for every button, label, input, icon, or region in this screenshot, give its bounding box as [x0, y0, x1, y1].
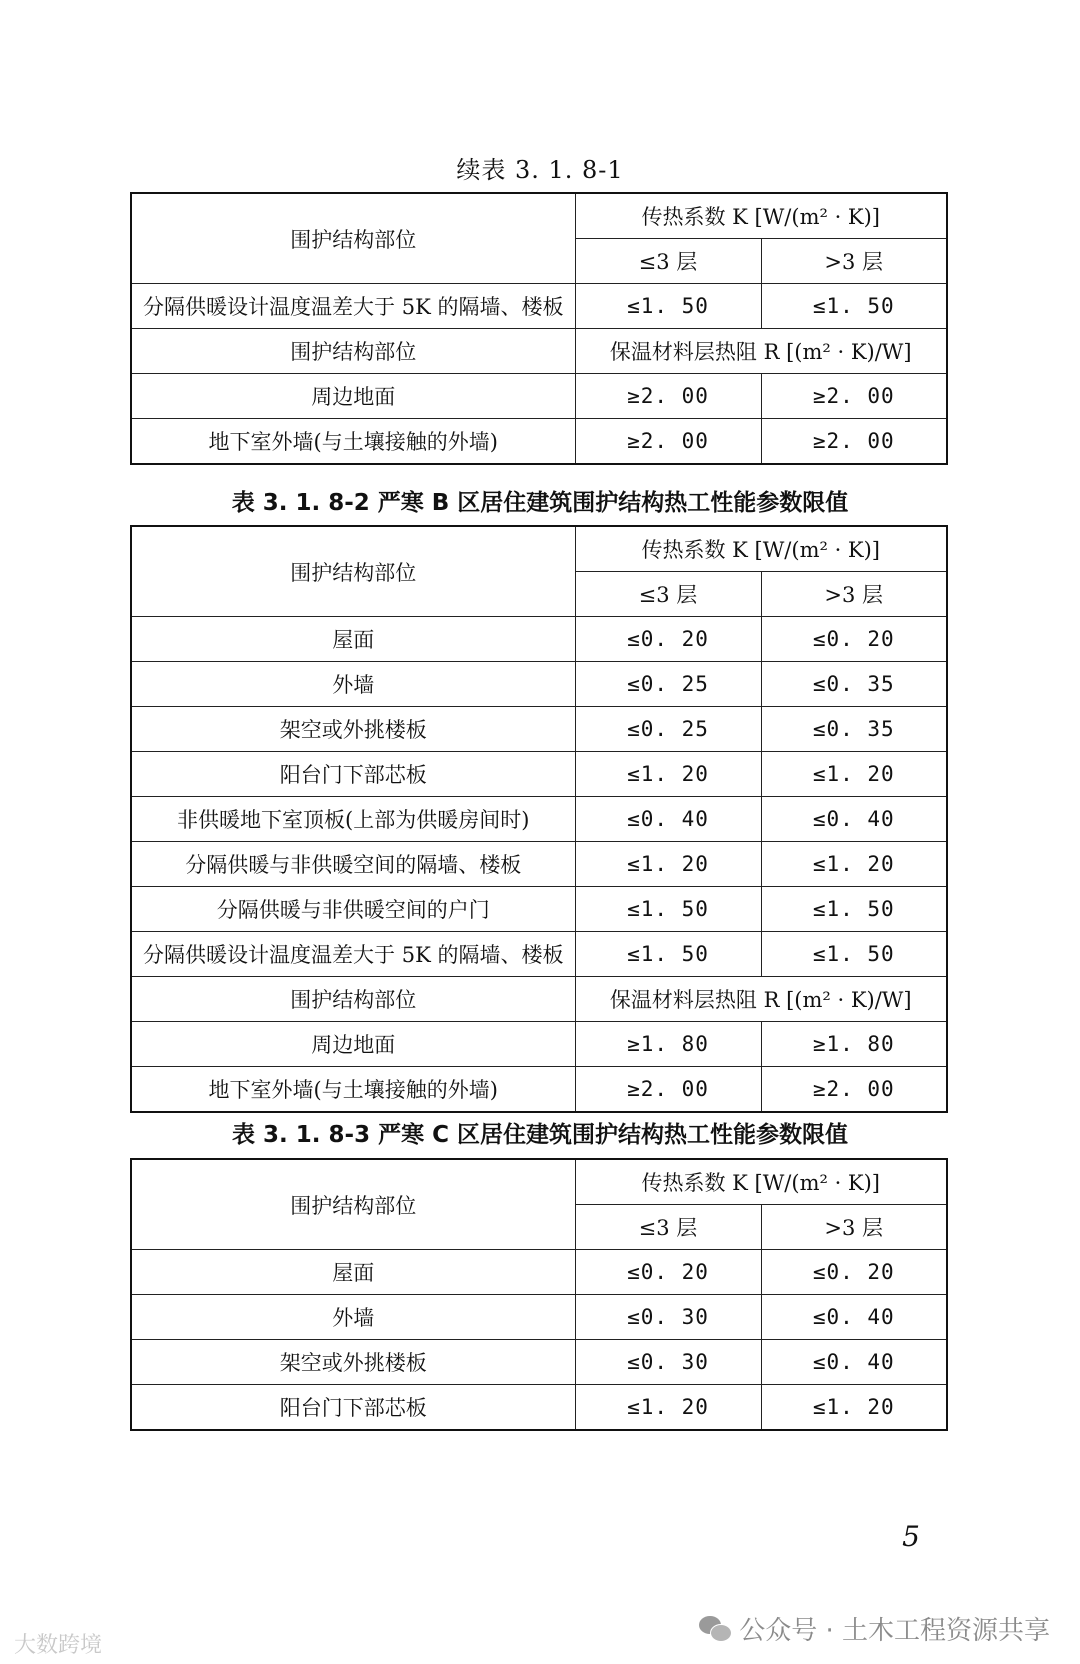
row-value-gt3: ≥2. 00	[761, 374, 947, 419]
row-value-le3: ≤1. 20	[575, 842, 761, 887]
table2-header-part: 围护结构部位	[131, 526, 575, 617]
table-row	[131, 707, 947, 752]
table-row	[131, 752, 947, 797]
table1	[130, 192, 948, 465]
row-value-le3: ≤1. 20	[575, 1385, 761, 1431]
row-value-le3: ≤1. 50	[575, 284, 761, 329]
table-row	[131, 1067, 947, 1113]
table-row	[131, 887, 947, 932]
table-row	[131, 932, 947, 977]
row-value-le3: ≤1. 50	[575, 932, 761, 977]
row-value-gt3: ≤1. 50	[761, 284, 947, 329]
table1-header-k: 传热系数 K [W/(m² · K)]	[575, 193, 947, 239]
wechat-icon	[699, 1616, 731, 1642]
table3-caption: 表 3. 1. 8-3 严寒 C 区居住建筑围护结构热工性能参数限值	[232, 1122, 848, 1148]
table-row	[131, 1340, 947, 1385]
page-number: 5	[902, 1520, 920, 1553]
table1-header-gt3: >3 层	[761, 239, 947, 284]
row-value-le3: ≥1. 80	[575, 1022, 761, 1067]
table-row	[131, 617, 947, 662]
table1-header-le3: ≤3 层	[575, 239, 761, 284]
row-value-gt3: ≤0. 35	[761, 707, 947, 752]
table2-header-k: 传热系数 K [W/(m² · K)]	[575, 526, 947, 572]
row-label: 周边地面	[131, 1022, 575, 1067]
row-value-le3: ≥2. 00	[575, 419, 761, 465]
table1-header-r: 保温材料层热阻 R [(m² · K)/W]	[575, 329, 947, 374]
table3	[130, 1158, 948, 1431]
row-value-le3: ≤0. 20	[575, 617, 761, 662]
row-value-le3: ≥2. 00	[575, 374, 761, 419]
table-row	[131, 1295, 947, 1340]
row-value-gt3: ≤1. 50	[761, 932, 947, 977]
row-label: 屋面	[131, 1250, 575, 1295]
row-value-gt3: ≤1. 50	[761, 887, 947, 932]
row-value-le3: ≤0. 30	[575, 1295, 761, 1340]
table2-header-r: 保温材料层热阻 R [(m² · K)/W]	[575, 977, 947, 1022]
table-row	[131, 662, 947, 707]
table2-caption: 表 3. 1. 8-2 严寒 B 区居住建筑围护结构热工性能参数限值	[231, 490, 849, 516]
table3-header-le3: ≤3 层	[575, 1205, 761, 1250]
watermark-right	[699, 1610, 1050, 1647]
row-value-gt3: ≤0. 20	[761, 617, 947, 662]
table1-header-part: 围护结构部位	[131, 193, 575, 284]
row-value-gt3: ≤0. 35	[761, 662, 947, 707]
row-value-le3: ≥2. 00	[575, 1067, 761, 1113]
row-value-gt3: ≥2. 00	[761, 419, 947, 465]
row-label: 阳台门下部芯板	[131, 1385, 575, 1431]
row-value-gt3: ≤1. 20	[761, 752, 947, 797]
table-row	[131, 1250, 947, 1295]
table2-header-r-part: 围护结构部位	[131, 977, 575, 1022]
row-label: 阳台门下部芯板	[131, 752, 575, 797]
row-value-le3: ≤1. 50	[575, 887, 761, 932]
row-label: 分隔供暖设计温度温差大于 5K 的隔墙、楼板	[131, 932, 575, 977]
row-value-le3: ≤1. 20	[575, 752, 761, 797]
row-label: 外墙	[131, 1295, 575, 1340]
table1-caption: 续表 3. 1. 8-1	[456, 156, 624, 184]
row-value-le3: ≤0. 25	[575, 707, 761, 752]
row-value-gt3: ≥2. 00	[761, 1067, 947, 1113]
row-label: 周边地面	[131, 374, 575, 419]
row-value-le3: ≤0. 20	[575, 1250, 761, 1295]
table-row	[131, 419, 947, 465]
row-value-le3: ≤0. 25	[575, 662, 761, 707]
watermark-right-text: 公众号 · 土木工程资源共享	[739, 1616, 1050, 1646]
table2-header-le3: ≤3 层	[575, 572, 761, 617]
row-label: 架空或外挑楼板	[131, 1340, 575, 1385]
table3-header-part: 围护结构部位	[131, 1159, 575, 1250]
table1-header-r-part: 围护结构部位	[131, 329, 575, 374]
row-label: 架空或外挑楼板	[131, 707, 575, 752]
table-row	[131, 797, 947, 842]
row-label: 分隔供暖与非供暖空间的户门	[131, 887, 575, 932]
row-label: 地下室外墙(与土壤接触的外墙)	[131, 419, 575, 465]
table-row	[131, 1022, 947, 1067]
row-label: 分隔供暖设计温度温差大于 5K 的隔墙、楼板	[131, 284, 575, 329]
row-value-gt3: ≤0. 40	[761, 1340, 947, 1385]
row-value-gt3: ≤0. 40	[761, 1295, 947, 1340]
table-row	[131, 842, 947, 887]
row-value-gt3: ≤0. 20	[761, 1250, 947, 1295]
row-value-gt3: ≤1. 20	[761, 842, 947, 887]
row-label: 外墙	[131, 662, 575, 707]
row-label: 分隔供暖与非供暖空间的隔墙、楼板	[131, 842, 575, 887]
table3-header-gt3: >3 层	[761, 1205, 947, 1250]
row-label: 屋面	[131, 617, 575, 662]
table-row	[131, 1385, 947, 1431]
table3-header-k: 传热系数 K [W/(m² · K)]	[575, 1159, 947, 1205]
row-value-gt3: ≥1. 80	[761, 1022, 947, 1067]
table-row	[131, 284, 947, 329]
row-label: 地下室外墙(与土壤接触的外墙)	[131, 1067, 575, 1113]
table2	[130, 525, 948, 1113]
table2-header-gt3: >3 层	[761, 572, 947, 617]
row-value-le3: ≤0. 30	[575, 1340, 761, 1385]
row-value-le3: ≤0. 40	[575, 797, 761, 842]
watermark-left: 大数跨境	[14, 1633, 103, 1658]
table-row	[131, 374, 947, 419]
row-label: 非供暖地下室顶板(上部为供暖房间时)	[131, 797, 575, 842]
row-value-gt3: ≤0. 40	[761, 797, 947, 842]
row-value-gt3: ≤1. 20	[761, 1385, 947, 1431]
